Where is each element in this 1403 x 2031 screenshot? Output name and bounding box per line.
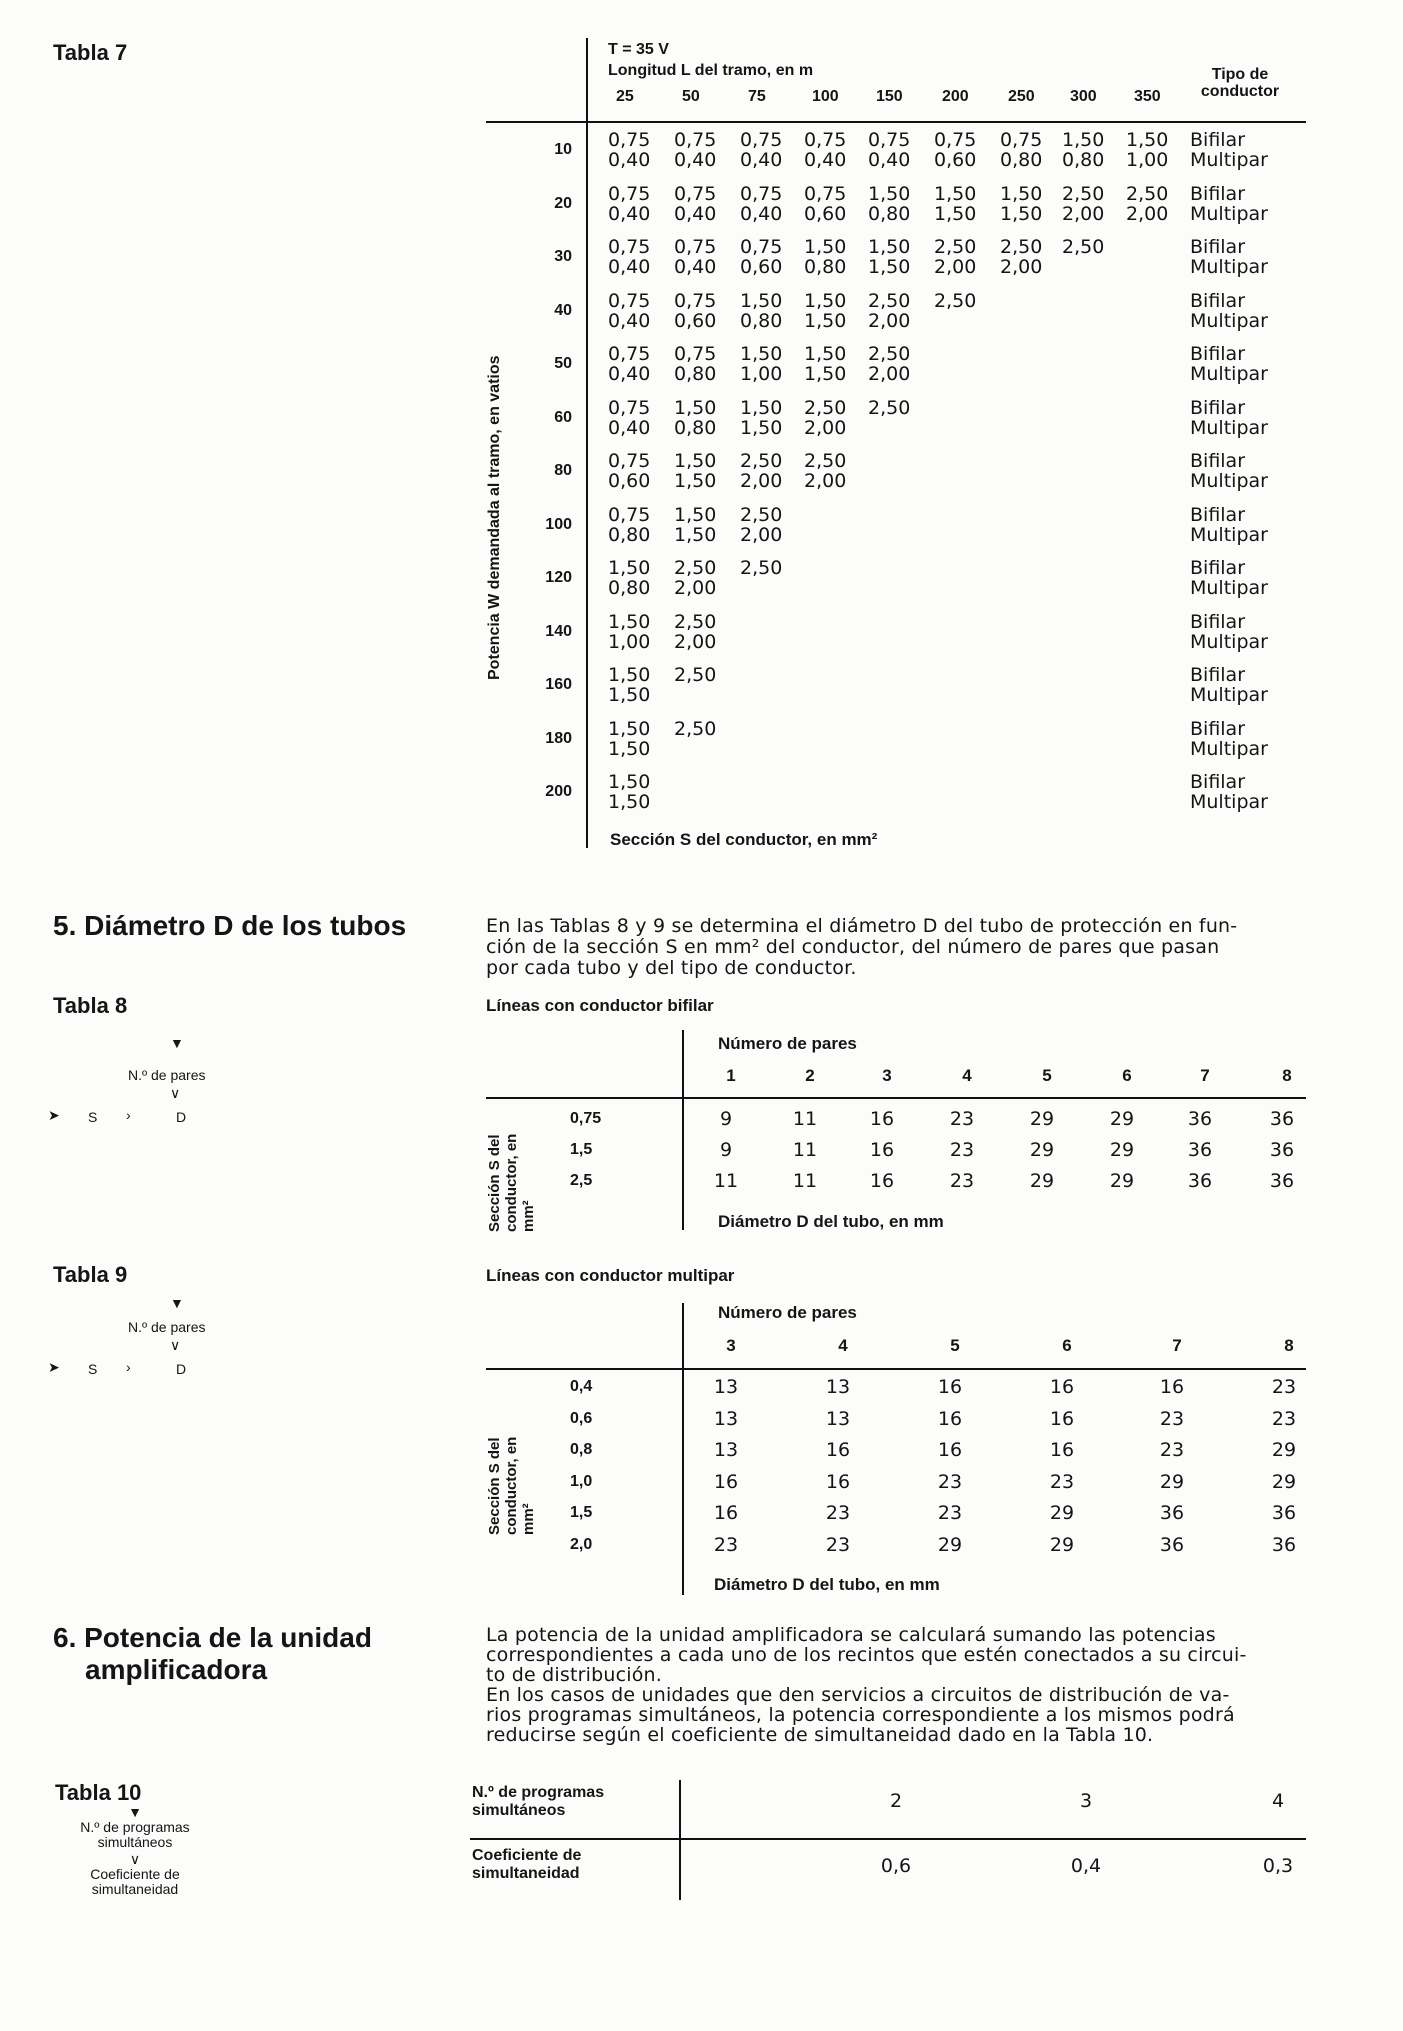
tabla9-pares-cell: 6 (1062, 1336, 1072, 1355)
tabla10-label: Tabla 10 (55, 1780, 142, 1805)
tabla7-length-header-cell: 25 (616, 88, 634, 105)
tabla7-length-header-cell: 100 (812, 88, 839, 105)
tabla9-cell: 16 (1049, 1439, 1075, 1461)
tabla8-pares-cell: 3 (882, 1066, 892, 1085)
tabla7-power-label: 10 (554, 141, 572, 158)
tabla8-pares-cell: 7 (1200, 1066, 1210, 1085)
tabla8-cell: 29 (1029, 1108, 1055, 1130)
tabla8-cell: 36 (1269, 1139, 1295, 1161)
tabla7-tipo-bifilar: Bifilar (1190, 289, 1246, 312)
tabla9-cell: 16 (937, 1376, 963, 1398)
tabla7-cell-bifilar: 1,50 (740, 396, 783, 419)
tabla7-tipo-bifilar: Bifilar (1190, 717, 1246, 740)
tabla7-cell-multipar: 2,00 (804, 470, 847, 492)
tabla7-cell-bifilar: 1,50 (804, 343, 847, 365)
tabla7-cell-bifilar: 1,50 (608, 610, 651, 633)
tabla7-tipo-bifilar: Bifilar (1190, 129, 1246, 151)
tabla7-cell-multipar: 0,80 (1062, 149, 1105, 171)
tabla7-cell-bifilar: 2,50 (674, 717, 717, 740)
tabla9-pares-cell: 7 (1172, 1336, 1182, 1355)
tabla8-pares-cell: 2 (805, 1066, 815, 1085)
tabla10-diagram: ▼ N.º de programas simultáneos ∨ Coeficiente de simultaneidad (55, 1805, 215, 1897)
tabla7-cell-multipar: 2,00 (740, 523, 783, 546)
tabla7-cell-bifilar: 0,75 (674, 289, 717, 312)
tabla8-cell: 9 (719, 1139, 733, 1161)
section6-title: 6. Potencia de la unidad amplificadora (53, 1622, 372, 1685)
arrow-right-icon: ➤ (48, 1107, 60, 1123)
tabla7-length-header-cell: 250 (1008, 88, 1035, 105)
tabla8-cell: 16 (869, 1108, 895, 1130)
tabla8-cell: 29 (1109, 1139, 1135, 1161)
tabla7-tipo-bifilar: Bifilar (1190, 557, 1246, 579)
tabla9-cell: 29 (1271, 1470, 1297, 1493)
tabla7-cell-bifilar: 2,50 (804, 396, 847, 419)
tabla9-cell: 16 (713, 1502, 739, 1524)
tabla7-cell-multipar: 2,00 (674, 630, 717, 653)
tabla7-cell-bifilar: 1,50 (674, 450, 717, 472)
tabla7-tipo-multipar: Multipar (1190, 523, 1268, 546)
tabla7-tipo-multipar: Multipar (1190, 684, 1268, 706)
arrow-down-icon: ▼ (170, 1295, 184, 1311)
tabla7-cell-multipar: 0,40 (608, 363, 651, 385)
tabla9-cell: 16 (1049, 1407, 1075, 1430)
tabla8-pares-cell: 5 (1042, 1066, 1052, 1085)
tabla7-power-label: 180 (545, 729, 572, 747)
tabla7-cell-bifilar: 0,75 (740, 236, 783, 258)
tabla7-tipo-bifilar: Bifilar (1190, 450, 1246, 472)
tabla9-cell: 29 (1049, 1502, 1075, 1524)
tabla7-cell-multipar: 2,00 (1062, 202, 1105, 225)
tabla7-cell-bifilar: 1,50 (674, 503, 717, 526)
tabla8-cell: 29 (1109, 1170, 1135, 1192)
tabla7-tipo-multipar: Multipar (1190, 630, 1268, 653)
tabla7-cell-multipar: 0,40 (608, 149, 651, 171)
tabla7-cell-multipar: 0,40 (608, 309, 651, 332)
tabla8-cell: 11 (792, 1139, 818, 1161)
tabla8-section-label: 2,5 (570, 1172, 593, 1189)
tabla7-cell-multipar: 2,00 (868, 309, 911, 332)
tabla7-cell-multipar: 1,50 (804, 309, 847, 332)
tabla7-cell-bifilar: 1,50 (608, 771, 651, 793)
tabla7-cell-bifilar: 0,75 (804, 182, 847, 205)
tabla8-cell: 29 (1029, 1170, 1055, 1192)
tabla9-cell: 13 (713, 1439, 739, 1461)
tabla9-cell: 23 (1271, 1407, 1297, 1430)
tabla10-coeficiente-cell: 0,3 (1262, 1855, 1294, 1877)
tabla7-cell-bifilar: 0,75 (934, 129, 977, 151)
tabla7-tipo-multipar: Multipar (1190, 791, 1268, 813)
tabla7-cell-multipar: 0,80 (608, 577, 651, 599)
tabla10-programas-cell: 2 (889, 1790, 903, 1812)
tabla7-voltage: T = 35 V (608, 41, 669, 58)
tabla7-cell-bifilar: 2,50 (804, 450, 847, 472)
arrow-right-icon: › (126, 1359, 131, 1375)
tabla7-power-label: 100 (545, 515, 572, 533)
tabla10-programas-cell: 3 (1079, 1790, 1093, 1812)
tabla7-cell-bifilar: 1,50 (934, 182, 977, 205)
tabla7-cell-bifilar: 0,75 (868, 129, 911, 151)
tabla9-cell: 29 (1049, 1533, 1075, 1556)
tabla7-cell-bifilar: 0,75 (674, 343, 717, 365)
tabla9-section-label: 0,4 (570, 1378, 593, 1395)
tabla8-cell: 11 (713, 1170, 739, 1192)
tabla8-header-rule (486, 1097, 1306, 1099)
tabla7-cell-multipar: 0,40 (674, 202, 717, 225)
tabla9-pares-cell: 8 (1284, 1336, 1294, 1355)
tabla7-tipo-bifilar: Bifilar (1190, 503, 1246, 526)
tabla7-tipo-bifilar: Bifilar (1190, 343, 1246, 365)
tabla7-label: Tabla 7 (53, 40, 128, 65)
tabla8-row-axis-label: Sección S del conductor, en mm² (486, 1133, 537, 1232)
tabla7-cell-bifilar: 0,75 (608, 396, 651, 419)
tabla8-cell: 16 (869, 1170, 895, 1192)
tabla8-subtitle: Líneas con conductor bifilar (486, 996, 714, 1015)
tabla9-cell: 16 (937, 1439, 963, 1461)
tabla8-pares-cell: 8 (1282, 1066, 1292, 1085)
tabla9-cell: 23 (1271, 1376, 1297, 1398)
tabla7-length-header-cell: 75 (748, 88, 766, 105)
tabla8-pares-header: Número de pares (718, 1034, 857, 1053)
tabla7-cell-bifilar: 1,50 (740, 343, 783, 365)
tabla7-cell-bifilar: 1,50 (804, 289, 847, 312)
tabla9-cell: 29 (937, 1533, 963, 1556)
tabla9-section-label: 0,8 (570, 1441, 593, 1458)
tabla9-section-label: 1,0 (570, 1472, 593, 1490)
tabla7-cell-multipar: 1,50 (608, 684, 651, 706)
tabla7-cell-multipar: 0,60 (804, 202, 847, 225)
tabla7-cell-bifilar: 0,75 (608, 182, 651, 205)
tabla10-coeficiente-cell: 0,4 (1070, 1855, 1102, 1877)
tabla9-cell: 23 (937, 1502, 963, 1524)
tabla9-subtitle: Líneas con conductor multipar (486, 1266, 735, 1285)
tabla7-length-header: Longitud L del tramo, en m (608, 62, 814, 79)
tabla7-cell-multipar: 0,40 (868, 149, 911, 171)
tabla7-cell-bifilar: 2,50 (1062, 236, 1105, 258)
tabla7-cell-multipar: 0,60 (674, 309, 717, 332)
tabla7-cell-bifilar: 2,50 (674, 664, 717, 686)
tabla8-vertical-rule (682, 1030, 684, 1230)
tabla7-cell-bifilar: 2,50 (1126, 182, 1169, 205)
tabla9-cell: 23 (1159, 1439, 1185, 1461)
tabla7-tipo-multipar: Multipar (1190, 149, 1268, 171)
tabla8-cell: 29 (1029, 1139, 1055, 1161)
tabla7-cell-multipar: 1,50 (740, 416, 783, 439)
tabla9-cell: 16 (937, 1407, 963, 1430)
tabla10-programas-cell: 4 (1271, 1790, 1285, 1812)
tabla7-power-label: 60 (554, 408, 572, 426)
tabla7-tipo-multipar: Multipar (1190, 309, 1268, 332)
tabla8-pares-cell: 1 (726, 1066, 736, 1085)
tabla7-cell-bifilar: 2,50 (740, 557, 783, 579)
tabla7-cell-multipar: 2,00 (740, 470, 783, 492)
tabla9-cell: 16 (825, 1439, 851, 1461)
tabla7-tipo-bifilar: Bifilar (1190, 236, 1246, 258)
tabla8-pares-cell: 6 (1122, 1066, 1132, 1085)
tabla7-header-rule (486, 121, 1306, 123)
tabla7-length-header-cell: 350 (1134, 88, 1161, 105)
tabla7-power-label: 20 (554, 194, 572, 212)
tabla7-cell-multipar: 0,60 (934, 149, 977, 171)
tabla7-cell-bifilar: 1,50 (1062, 129, 1105, 151)
tabla7-cell-multipar: 0,40 (608, 202, 651, 225)
tabla7-tipo-bifilar: Bifilar (1190, 182, 1246, 205)
tabla8-cell: 36 (1187, 1108, 1213, 1130)
tabla7-tipo-multipar: Multipar (1190, 256, 1268, 278)
tabla9-cell: 13 (825, 1376, 851, 1398)
tabla7-cell-multipar: 1,50 (674, 523, 717, 546)
tabla10-coeficiente-cell: 0,6 (880, 1855, 912, 1877)
tabla7-cell-bifilar: 0,75 (674, 129, 717, 151)
tabla9-cell: 13 (713, 1376, 739, 1398)
tabla7-cell-bifilar: 0,75 (608, 236, 651, 258)
tabla7-cell-bifilar: 1,50 (608, 664, 651, 686)
tabla8-cell: 29 (1109, 1108, 1135, 1130)
tabla7-cell-multipar: 1,50 (934, 202, 977, 225)
tabla9-cell: 16 (1159, 1376, 1185, 1398)
tabla9-cell: 23 (1049, 1470, 1075, 1493)
arrow-right-icon: ➤ (48, 1359, 60, 1375)
tabla7-length-header-cell: 200 (942, 88, 969, 105)
tabla7-cell-multipar: 2,00 (674, 577, 717, 599)
tabla7-cell-multipar: 0,80 (674, 363, 717, 385)
tabla7-tipo-bifilar: Bifilar (1190, 664, 1246, 686)
tabla7-cell-bifilar: 2,50 (934, 236, 977, 258)
tabla7-cell-bifilar: 0,75 (608, 450, 651, 472)
tabla7-cell-multipar: 0,80 (868, 202, 911, 225)
tabla9-row-axis-label: Sección S del conductor, en mm² (486, 1436, 537, 1535)
arrow-down-icon: ∨ (129, 1851, 141, 1867)
tabla7-cell-multipar: 2,00 (804, 416, 847, 439)
tabla7-cell-bifilar: 1,50 (608, 557, 651, 579)
tabla7-cell-bifilar: 1,50 (868, 236, 911, 258)
tabla7-cell-bifilar: 0,75 (674, 182, 717, 205)
tabla8-cell: 36 (1187, 1139, 1213, 1161)
tabla9-section-label: 2,0 (570, 1535, 593, 1553)
tabla9-section-label: 1,5 (570, 1504, 593, 1521)
tabla9-cell: 23 (825, 1533, 851, 1556)
tabla9-cell: 23 (1159, 1407, 1185, 1430)
tabla9-vertical-rule (682, 1303, 684, 1595)
section5-title: 5. Diámetro D de los tubos (53, 910, 407, 941)
tabla9-cell: 23 (937, 1470, 963, 1493)
tabla7-cell-bifilar: 2,50 (868, 396, 911, 419)
tabla7-tipo-bifilar: Bifilar (1190, 771, 1246, 793)
tabla8-cell: 23 (949, 1108, 975, 1130)
tabla7-cell-bifilar: 2,50 (674, 557, 717, 579)
tabla7-cell-multipar: 1,50 (608, 737, 651, 760)
tabla10-row1-label: N.º de programas simultáneos (472, 1784, 605, 1819)
tabla7-cell-multipar: 0,80 (804, 256, 847, 278)
tabla7-power-label: 30 (554, 248, 572, 265)
tabla8-pares-cell: 4 (962, 1066, 972, 1085)
tabla7-tipo-multipar: Multipar (1190, 202, 1268, 225)
tabla7-cell-multipar: 0,40 (804, 149, 847, 171)
tabla8-cell: 36 (1269, 1108, 1295, 1130)
tabla7-cell-multipar: 0,80 (674, 416, 717, 439)
tabla8-label: Tabla 8 (53, 993, 128, 1018)
tabla7-cell-bifilar: 0,75 (608, 343, 651, 365)
tabla7-cell-bifilar: 0,75 (804, 129, 847, 151)
tabla9-pares-cell: 5 (950, 1336, 960, 1355)
tabla7-cell-multipar: 0,80 (740, 309, 783, 332)
tabla7-power-label: 120 (545, 569, 572, 586)
tabla7-cell-multipar: 0,40 (608, 256, 651, 278)
tabla7-cell-bifilar: 0,75 (740, 182, 783, 205)
tabla8-footer: Diámetro D del tubo, en mm (718, 1212, 944, 1231)
tabla7-footer: Sección S del conductor, en mm² (610, 830, 878, 849)
tabla9-cell: 16 (1049, 1376, 1075, 1398)
arrow-down-icon: ∨ (170, 1337, 181, 1353)
tabla9-label: Tabla 9 (53, 1262, 128, 1287)
tabla7-tipo-bifilar: Bifilar (1190, 610, 1246, 633)
tabla7-cell-multipar: 1,50 (804, 363, 847, 385)
tabla10-row-rule (470, 1838, 1306, 1840)
tabla8-cell: 36 (1187, 1170, 1213, 1192)
tabla7-cell-multipar: 0,40 (608, 416, 651, 439)
tabla9-cell: 36 (1271, 1502, 1297, 1524)
tabla7-cell-multipar: 1,50 (868, 256, 911, 278)
tabla9-footer: Diámetro D del tubo, en mm (714, 1575, 940, 1594)
tabla7-cell-multipar: 0,40 (740, 202, 783, 225)
tabla7-cell-bifilar: 1,50 (1000, 182, 1043, 205)
tabla8-cell: 16 (869, 1139, 895, 1161)
tabla7-cell-multipar: 0,80 (1000, 149, 1043, 171)
tabla7-cell-multipar: 2,00 (1126, 202, 1169, 225)
tabla7-cell-bifilar: 1,50 (868, 182, 911, 205)
tabla7-cell-multipar: 1,50 (1000, 202, 1043, 225)
tabla7-cell-bifilar: 2,50 (868, 343, 911, 365)
tabla8-cell: 11 (792, 1108, 818, 1130)
arrow-down-icon: ∨ (170, 1085, 181, 1101)
tabla7-cell-bifilar: 1,50 (804, 236, 847, 258)
tabla7-cell-bifilar: 1,50 (674, 396, 717, 419)
section6-text: La potencia de la unidad amplificadora se calculará sumando las potencias correspondientes a cada uno de los recintos que estén conectados a su circui- to de distribución. En los casos de unidades que den servicios a circuitos de distribución de va- rios programas simultáneos, la potencia correspondiente a los mismos podrá reducirse según el coeficiente de simultaneidad dado en la Tabla 10. (486, 1624, 1247, 1746)
tabla7-tipo-multipar: Multipar (1190, 363, 1268, 385)
tabla7-cell-bifilar: 0,75 (608, 503, 651, 526)
tabla9-cell: 36 (1271, 1533, 1297, 1556)
tabla7-cell-multipar: 0,40 (674, 149, 717, 171)
tabla7-tipo-multipar: Multipar (1190, 737, 1268, 760)
arrow-down-icon: ▼ (128, 1804, 142, 1820)
tabla7-tipo-multipar: Multipar (1190, 470, 1268, 492)
tabla9-cell: 29 (1159, 1470, 1185, 1493)
tabla7-cell-bifilar: 0,75 (740, 129, 783, 151)
tabla7-cell-multipar: 2,00 (1000, 256, 1043, 278)
tabla7-power-label: 140 (545, 622, 572, 640)
tabla7-cell-multipar: 2,00 (934, 256, 977, 278)
tabla7-cell-bifilar: 0,75 (608, 289, 651, 312)
tabla7-tipo-multipar: Multipar (1190, 416, 1268, 439)
tabla7-power-label: 80 (554, 462, 572, 479)
tabla7-cell-bifilar: 2,50 (1062, 182, 1105, 205)
tabla7-length-header-cell: 300 (1070, 88, 1097, 105)
tabla9-cell: 36 (1159, 1533, 1185, 1556)
tabla7-power-label: 160 (545, 676, 572, 693)
tabla7-cell-multipar: 1,00 (740, 363, 783, 385)
tabla7-row-axis-label: Potencia W demandada al tramo, en vatios (486, 355, 503, 680)
tabla7-cell-bifilar: 1,50 (740, 289, 783, 312)
tabla9-cell: 13 (713, 1407, 739, 1430)
tabla7-cell-bifilar: 2,50 (740, 503, 783, 526)
tabla7-power-label: 200 (545, 783, 572, 800)
tabla9-cell: 16 (825, 1470, 851, 1493)
tabla7-cell-multipar: 0,40 (740, 149, 783, 171)
tabla7-tipo-multipar: Multipar (1190, 577, 1268, 599)
tabla7-power-label: 50 (554, 355, 572, 372)
tabla7-power-label: 40 (554, 301, 572, 319)
tabla7-length-header-cell: 50 (682, 88, 700, 105)
tabla7-length-header-cell: 150 (876, 88, 903, 105)
tabla8-cell: 23 (949, 1170, 975, 1192)
tabla7-cell-bifilar: 2,50 (674, 610, 717, 633)
tabla7-cell-multipar: 1,50 (674, 470, 717, 492)
tabla9-header-rule (486, 1368, 1306, 1370)
tabla9-pares-cell: 3 (726, 1336, 736, 1355)
tabla7-cell-multipar: 0,60 (608, 470, 651, 492)
tabla7-vertical-rule (586, 38, 588, 848)
tabla9-cell: 36 (1159, 1502, 1185, 1524)
tabla8-cell: 9 (719, 1108, 733, 1130)
tabla9-cell: 29 (1271, 1439, 1297, 1461)
tabla7-cell-multipar: 2,00 (868, 363, 911, 385)
tabla7-cell-multipar: 1,00 (608, 630, 651, 653)
tabla8-cell: 23 (949, 1139, 975, 1161)
tabla8-section-label: 0,75 (570, 1110, 602, 1127)
tabla9-cell: 23 (713, 1533, 739, 1556)
tabla9-pares-header: Número de pares (718, 1303, 857, 1322)
tabla10-vertical-rule (679, 1780, 681, 1900)
tabla7-cell-bifilar: 0,75 (608, 129, 651, 151)
tabla7-tipo-header: Tipo de conductor (1200, 66, 1280, 100)
tabla7-cell-multipar: 0,60 (740, 256, 783, 278)
tabla9-cell: 23 (825, 1502, 851, 1524)
tabla7-cell-multipar: 0,80 (608, 523, 651, 546)
tabla7-tipo-bifilar: Bifilar (1190, 396, 1246, 419)
arrow-down-icon: ▼ (170, 1035, 184, 1051)
tabla10-row2-label: Coeficiente de simultaneidad (472, 1847, 582, 1882)
tabla9-pares-cell: 4 (838, 1336, 848, 1355)
tabla8-cell: 36 (1269, 1170, 1295, 1192)
tabla7-cell-multipar: 1,00 (1126, 149, 1169, 171)
tabla8-cell: 11 (792, 1170, 818, 1192)
tabla7-cell-bifilar: 1,50 (1126, 129, 1169, 151)
tabla7-cell-bifilar: 2,50 (868, 289, 911, 312)
tabla7-cell-bifilar: 0,75 (1000, 129, 1043, 151)
tabla9-section-label: 0,6 (570, 1409, 593, 1427)
tabla7-cell-bifilar: 0,75 (674, 236, 717, 258)
tabla7-cell-bifilar: 1,50 (608, 717, 651, 740)
tabla9-cell: 16 (713, 1470, 739, 1493)
tabla7-cell-multipar: 1,50 (608, 791, 651, 813)
tabla7-cell-bifilar: 2,50 (740, 450, 783, 472)
tabla7-cell-multipar: 0,40 (674, 256, 717, 278)
tabla7-cell-bifilar: 2,50 (1000, 236, 1043, 258)
arrow-right-icon: › (126, 1107, 131, 1123)
tabla8-section-label: 1,5 (570, 1141, 593, 1158)
section5-text: En las Tablas 8 y 9 se determina el diámetro D del tubo de protección en fun- ción de la sección S en mm² del conductor, del número de pares que pasan por cada tubo y del tipo de conductor. (486, 915, 1238, 979)
tabla9-cell: 13 (825, 1407, 851, 1430)
tabla7-cell-bifilar: 2,50 (934, 289, 977, 312)
